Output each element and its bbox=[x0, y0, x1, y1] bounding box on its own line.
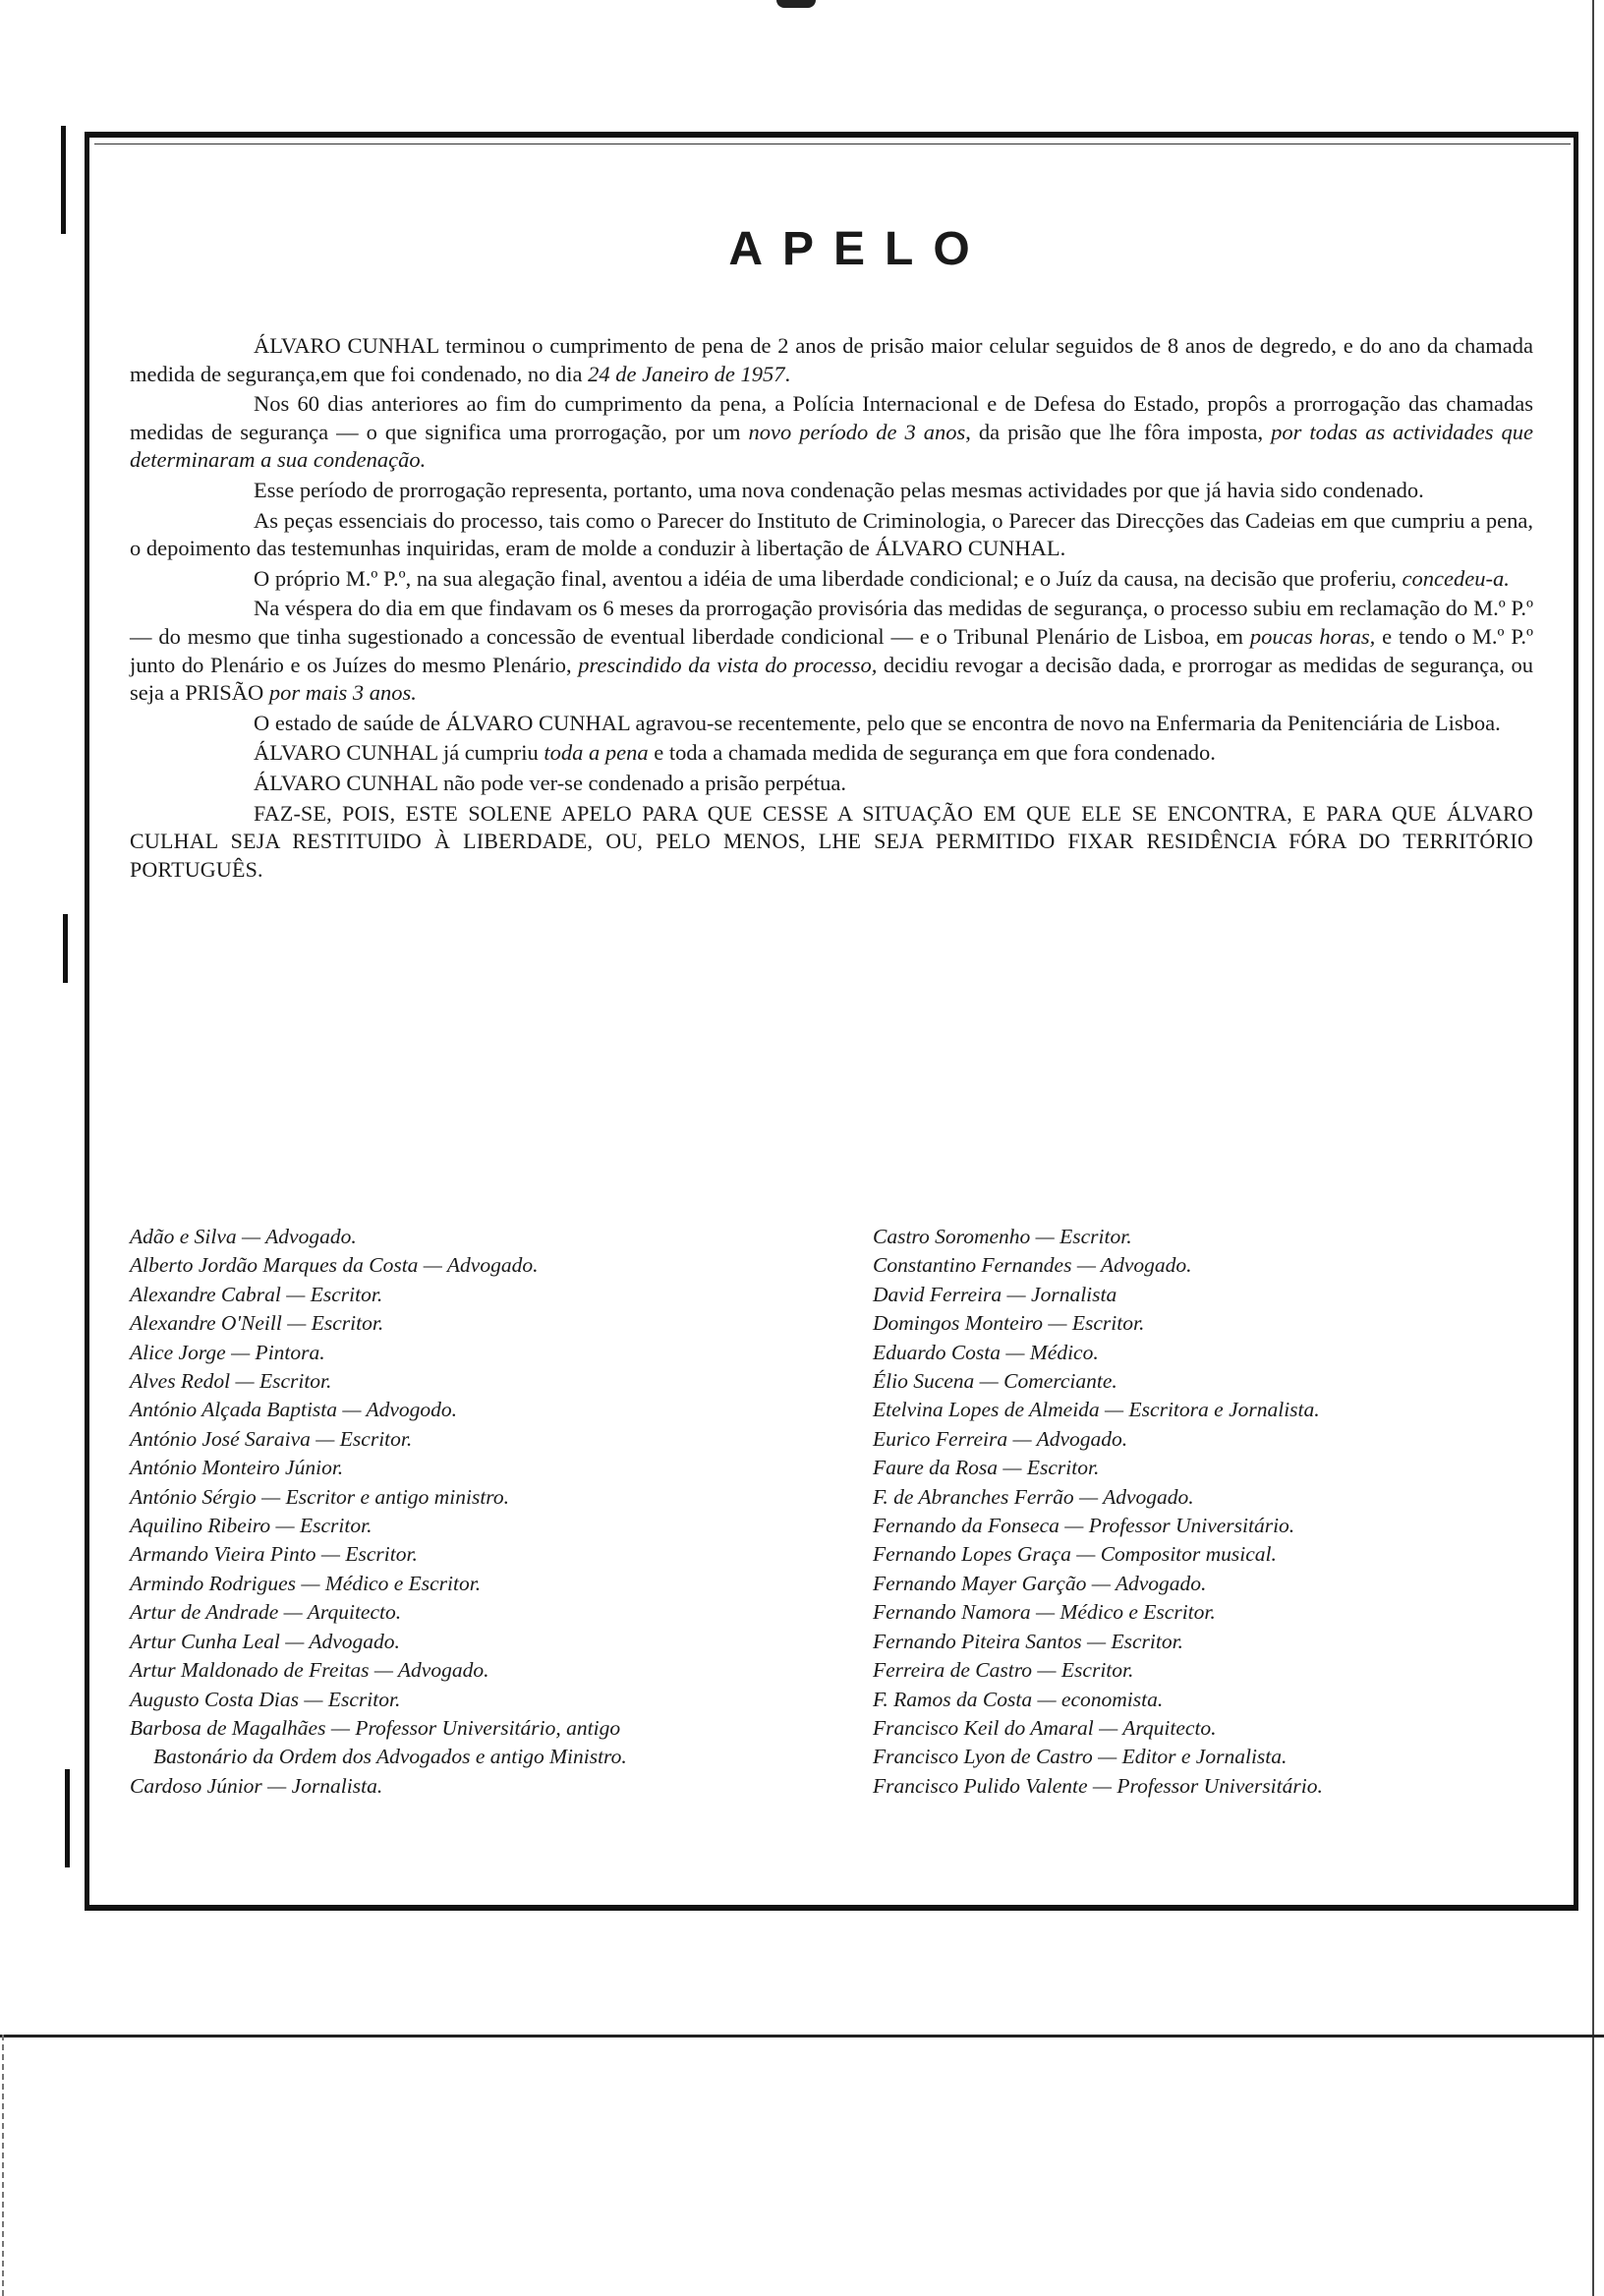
signatory-entry: Alice Jorge — Pintora. bbox=[130, 1340, 325, 1364]
signatory-entry: Fernando da Fonseca — Professor Universitário. bbox=[873, 1514, 1295, 1538]
signatory-entry: Fernando Lopes Graça — Compositor musical. bbox=[873, 1542, 1277, 1567]
signatory-entry: Eurico Ferreira — Advogado. bbox=[873, 1426, 1128, 1451]
appeal-body bbox=[130, 332, 1533, 886]
signatory-entry: Fernando Namora — Médico e Escritor. bbox=[873, 1600, 1216, 1625]
signatory-entry: Francisco Lyon de Castro — Editor e Jornalista. bbox=[873, 1745, 1288, 1769]
body-paragraph bbox=[130, 507, 1533, 563]
body-paragraph bbox=[130, 477, 1533, 505]
signatory-entry: Armando Vieira Pinto — Escritor. bbox=[130, 1542, 418, 1567]
scan-bottom-rule bbox=[0, 2035, 1604, 2038]
signatures-right-column bbox=[873, 1223, 1561, 1801]
text-segment: FAZ-SE, POIS, ESTE SOLENE APELO PARA QUE CESSE A SITUAÇÃO EM QUE ELE SE ENCONTRA, E PARA QUE ÁLVARO CULHAL SEJA RESTITUIDO À LIBERDADE, OU, PELO MENOS, LHE SEJA PERMITIDO FIXAR RESIDÊNCIA FÓRA DO TERRITÓRIO PORTUGUÊS. bbox=[130, 800, 1533, 882]
body-paragraph bbox=[130, 800, 1533, 885]
body-paragraph bbox=[130, 595, 1533, 707]
margin-mark bbox=[61, 126, 66, 234]
scan-mark bbox=[776, 0, 816, 8]
text-segment: e tendo o M.º P.º junto do Plenário e os Juízes do mesmo Plenário, bbox=[130, 623, 1534, 677]
margin-mark bbox=[63, 914, 68, 983]
signatory-entry: Alves Redol — Escritor. bbox=[130, 1369, 332, 1394]
signatory-entry: Élio Sucena — Comerciante. bbox=[873, 1369, 1117, 1394]
signatory-entry: Domingos Monteiro — Escritor. bbox=[873, 1311, 1145, 1336]
text-segment: e toda a chamada medida de segurança em que fora condenado. bbox=[648, 740, 1216, 766]
signatory-entry: António José Saraiva — Escritor. bbox=[130, 1426, 413, 1451]
text-segment: ÁLVARO CUNHAL não pode ver-se condenado a prisão perpétua. bbox=[254, 770, 846, 795]
signatory-entry: Artur de Andrade — Arquitecto. bbox=[130, 1600, 402, 1625]
body-paragraph bbox=[130, 565, 1533, 594]
signatory-entry: Fernando Mayer Garção — Advogado. bbox=[873, 1571, 1207, 1595]
signatory-entry: Bastonário da Ordem dos Advogados e antigo Ministro. bbox=[153, 1745, 627, 1769]
text-segment: Nos 60 dias anteriores ao fim do cumprimento da pena, a Polícia Internacional e de Defesa do Estado, propôs a prorrogação das chamadas medidas de segurança — o que significa uma prorrogação, por um bbox=[130, 391, 1533, 444]
text-segment: decidiu revogar a decisão dada, e prorrogar as medidas de segurança, ou seja a PRISÃO bbox=[130, 652, 1533, 706]
signatory-entry: Cardoso Júnior — Jornalista. bbox=[130, 1773, 383, 1798]
italic-text: 24 de Janeiro de 1957 bbox=[588, 361, 785, 386]
signatory-entry: Faure da Rosa — Escritor. bbox=[873, 1456, 1100, 1480]
text-segment: ÁLVARO CUNHAL já cumpriu bbox=[254, 740, 544, 766]
text-segment: , da prisão que lhe fôra imposta, bbox=[965, 419, 1272, 444]
scan-edge-right bbox=[1592, 0, 1594, 2296]
signatory-entry: Constantino Fernandes — Advogado. bbox=[873, 1253, 1192, 1278]
signatory-entry: António Alçada Baptista — Advogodo. bbox=[130, 1398, 458, 1422]
italic-text: concedeu-a. bbox=[1402, 565, 1510, 591]
signatory-entry: Armindo Rodrigues — Médico e Escritor. bbox=[130, 1571, 482, 1595]
body-paragraph bbox=[130, 770, 1533, 798]
signatory-entry: Adão e Silva — Advogado. bbox=[130, 1225, 357, 1248]
signatory-entry: Francisco Keil do Amaral — Arquitecto. bbox=[873, 1715, 1217, 1740]
signatory-entry: Alberto Jordão Marques da Costa — Advogado. bbox=[130, 1253, 539, 1278]
text-segment: . bbox=[784, 361, 791, 386]
signatory-entry: Francisco Pulido Valente — Professor Universitário. bbox=[873, 1773, 1323, 1798]
body-paragraph bbox=[130, 710, 1533, 738]
scan-edge-left bbox=[2, 2035, 4, 2296]
signatory-entry: Etelvina Lopes de Almeida — Escritora e Jornalista. bbox=[873, 1398, 1320, 1422]
signatory-entry: Ferreira de Castro — Escritor. bbox=[873, 1658, 1134, 1683]
signatory-entry: F. Ramos da Costa — economista. bbox=[873, 1687, 1164, 1711]
signatory-entry: António Monteiro Júnior. bbox=[130, 1456, 344, 1480]
signatory-entry: Alexandre O'Neill — Escritor. bbox=[130, 1311, 384, 1336]
text-segment: ÁLVARO CUNHAL terminou o cumprimento de pena de 2 anos de prisão maior celular seguidos de 8 anos de degredo, e do ano da chamada medida de segurança,em que foi condenado, no dia bbox=[130, 333, 1533, 386]
document-title: APELO bbox=[728, 223, 990, 275]
text-segment: O estado de saúde de ÁLVARO CUNHAL agravou-se recentemente, pelo que se encontra de novo na Enfermaria da Penitenciária de Lisboa. bbox=[254, 710, 1501, 735]
signatory-entry: Artur Cunha Leal — Advogado. bbox=[130, 1629, 400, 1653]
text-segment: Na véspera do dia em que findavam os 6 meses da prorrogação provisória das medidas de segurança, o processo subiu em reclamação do M.º P.º — do mesmo que tinha sugestionado a concessão de eventual liberdade condicional — e o Tribunal Plenário de Lisboa, em bbox=[130, 596, 1533, 649]
signatory-entry: Fernando Piteira Santos — Escritor. bbox=[873, 1629, 1183, 1653]
body-paragraph bbox=[130, 390, 1533, 475]
signatory-entry: Castro Soromenho — Escritor. bbox=[873, 1225, 1132, 1248]
signatory-entry: António Sérgio — Escritor e antigo ministro. bbox=[130, 1484, 510, 1509]
body-paragraph bbox=[130, 739, 1533, 768]
signatures-left-column bbox=[130, 1223, 818, 1801]
text-segment: As peças essenciais do processo, tais como o Parecer do Instituto de Criminologia, o Parecer das Direcções das Cadeias em que cumpriu a pena, o depoimento das testemunhas inquiridas, eram de molde a conduzir à libertação de ÁLVARO CUNHAL. bbox=[130, 507, 1533, 561]
signatory-entry: Artur Maldonado de Freitas — Advogado. bbox=[130, 1658, 489, 1683]
body-paragraph bbox=[130, 332, 1533, 388]
italic-text: prescindido da vista do processo, bbox=[578, 652, 878, 677]
margin-mark bbox=[65, 1769, 70, 1867]
italic-text: novo período de 3 anos bbox=[748, 419, 966, 444]
signatory-entry: David Ferreira — Jornalista bbox=[873, 1282, 1117, 1306]
italic-text: toda a pena bbox=[544, 740, 649, 766]
signatory-entry: Barbosa de Magalhães — Professor Universitário, antigo bbox=[130, 1715, 621, 1740]
signatory-entry: Aquilino Ribeiro — Escritor. bbox=[130, 1514, 372, 1538]
italic-text: poucas horas, bbox=[1249, 623, 1376, 649]
signatory-entry: Eduardo Costa — Médico. bbox=[873, 1340, 1099, 1364]
text-segment: O próprio M.º P.º, na sua alegação final, aventou a idéia de uma liberdade condicional; e o Juíz da causa, na decisão que proferiu, bbox=[254, 565, 1403, 591]
signatory-entry: Alexandre Cabral — Escritor. bbox=[130, 1282, 383, 1306]
signatory-entry: Augusto Costa Dias — Escritor. bbox=[130, 1687, 401, 1711]
italic-text: por mais 3 anos. bbox=[268, 680, 417, 706]
italic-text: por todas as actividades que determinaram a sua condenação. bbox=[130, 419, 1534, 473]
signatory-entry: F. de Abranches Ferrão — Advogado. bbox=[873, 1484, 1194, 1509]
text-segment: Esse período de prorrogação representa, portanto, uma nova condenação pelas mesmas actividades por que já havia sido condenado. bbox=[254, 477, 1424, 502]
